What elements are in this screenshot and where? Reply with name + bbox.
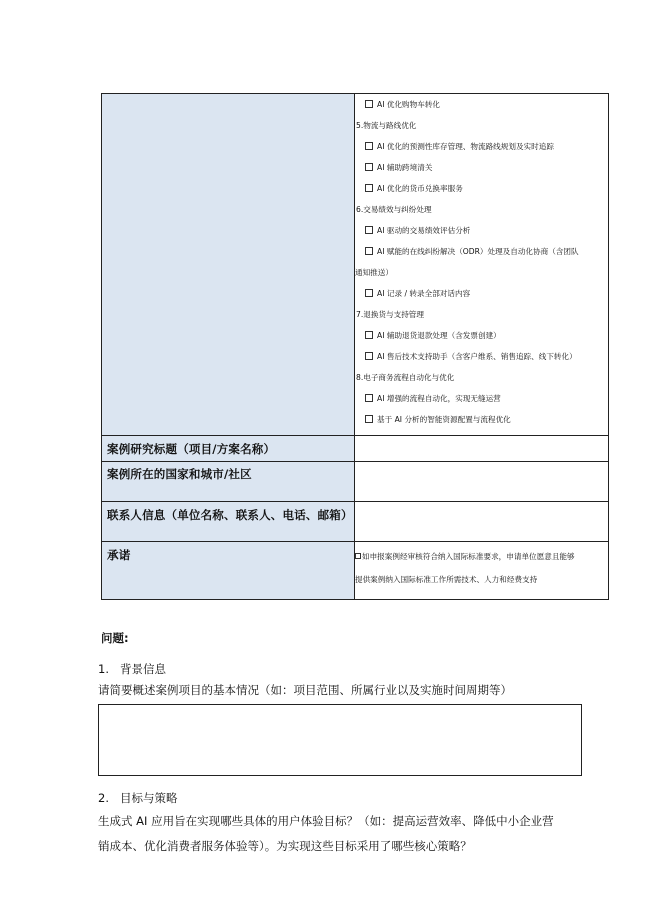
q1-title: 背景信息	[120, 662, 166, 676]
options-value-cell	[355, 94, 609, 436]
contact-label-cell	[102, 502, 355, 542]
option-text: AI 辅助跨境清关	[377, 163, 433, 172]
location-row	[102, 462, 609, 502]
option-checkbox[interactable]	[365, 247, 373, 255]
option-item	[355, 178, 608, 199]
q2-section-title	[98, 790, 178, 806]
option-text: AI 售后技术支持助手（含客户维系、销售追踪、线下转化）	[377, 352, 577, 361]
case-title-label-cell	[102, 436, 355, 462]
pledge-text	[355, 542, 608, 591]
q1-prompt: 请简要概述案例项目的基本情况（如：项目范围、所属行业以及实施时间周期等）	[98, 683, 512, 697]
option-checkbox[interactable]	[365, 100, 373, 108]
contact-field[interactable]	[355, 502, 609, 542]
option-item-continuation	[355, 262, 608, 283]
option-text: 基于 AI 分析的智能资源配置与流程优化	[377, 415, 511, 424]
pledge-line-2: 提供案例纳入国际标准工作所需技术、人力和经费支持	[355, 575, 538, 584]
location-label: 案例所在的国家和城市/社区	[107, 467, 252, 481]
option-checkbox[interactable]	[365, 394, 373, 402]
option-checkbox[interactable]	[365, 331, 373, 339]
location-field[interactable]	[355, 462, 609, 502]
q2-prompt-line-1: 生成式 AI 应用旨在实现哪些具体的用户体验目标？（如：提高运营效率、降低中小企业营	[98, 814, 554, 828]
q2-number: 2.	[98, 791, 109, 805]
location-label-cell	[102, 462, 355, 502]
option-item	[355, 94, 608, 115]
case-title-field[interactable]	[355, 436, 609, 462]
option-text: AI 辅助退货退款处理（含发票创建）	[377, 331, 501, 340]
option-item	[355, 157, 608, 178]
pledge-value-cell	[355, 542, 609, 600]
option-text: 通知推送）	[355, 268, 393, 277]
q1-answer-box[interactable]	[98, 704, 582, 776]
questions-heading: 问题:	[101, 631, 129, 645]
option-item	[355, 241, 608, 262]
option-category-heading	[355, 199, 608, 220]
options-row	[102, 94, 609, 436]
option-item	[355, 409, 608, 430]
pledge-label: 承诺	[107, 548, 131, 562]
option-text: AI 优化的预测性库存管理、物流路线规划及实时追踪	[377, 142, 554, 151]
q2-prompt-line-2: 销成本、优化消费者服务体验等）。为实现这些目标采用了哪些核心策略？	[98, 839, 472, 853]
option-text: 8.电子商务流程自动化与优化	[356, 373, 455, 382]
option-item	[355, 346, 608, 367]
option-item	[355, 220, 608, 241]
q1-section-title	[98, 661, 166, 677]
option-text: AI 优化购物车转化	[377, 100, 441, 109]
contact-label: 联系人信息（单位名称、联系人、电话、邮箱）	[107, 508, 353, 522]
option-category-heading	[355, 304, 608, 325]
option-checkbox[interactable]	[365, 163, 373, 171]
pledge-row	[102, 542, 609, 600]
option-list	[355, 94, 608, 430]
pledge-label-cell	[102, 542, 355, 600]
option-checkbox[interactable]	[365, 226, 373, 234]
case-title-label: 案例研究标题（项目/方案名称）	[107, 442, 276, 456]
option-checkbox[interactable]	[365, 142, 373, 150]
option-text: AI 记录 / 转录全部对话内容	[377, 289, 471, 298]
option-checkbox[interactable]	[365, 415, 373, 423]
option-text: 7.退换货与支持管理	[356, 310, 424, 319]
option-item	[355, 283, 608, 304]
contact-row	[102, 502, 609, 542]
option-checkbox[interactable]	[365, 289, 373, 297]
q2-title: 目标与策略	[120, 791, 178, 805]
option-item	[355, 136, 608, 157]
option-checkbox[interactable]	[365, 352, 373, 360]
q1-number: 1.	[98, 662, 109, 676]
option-text: AI 驱动的交易绩效评估分析	[377, 226, 471, 235]
option-category-heading	[355, 367, 608, 388]
option-checkbox[interactable]	[365, 184, 373, 192]
options-label-cell	[102, 94, 355, 436]
option-text: AI 赋能的在线纠纷解决（ODR）处理及自动化协商（含团队	[377, 247, 579, 256]
pledge-checkbox[interactable]	[355, 553, 361, 559]
case-title-row	[102, 436, 609, 462]
option-category-heading	[355, 115, 608, 136]
option-text: AI 优化的货币兑换率服务	[377, 184, 463, 193]
option-item	[355, 388, 608, 409]
application-form-table	[101, 93, 609, 600]
option-text: 5.物流与路线优化	[356, 121, 417, 130]
pledge-line-1: 如申报案例经审核符合纳入国际标准要求，申请单位愿意且能够	[362, 552, 575, 561]
option-item	[355, 325, 608, 346]
option-text: 6.交易绩效与纠纷处理	[356, 205, 432, 214]
option-text: AI 增强的流程自动化，实现无缝运营	[377, 394, 501, 403]
